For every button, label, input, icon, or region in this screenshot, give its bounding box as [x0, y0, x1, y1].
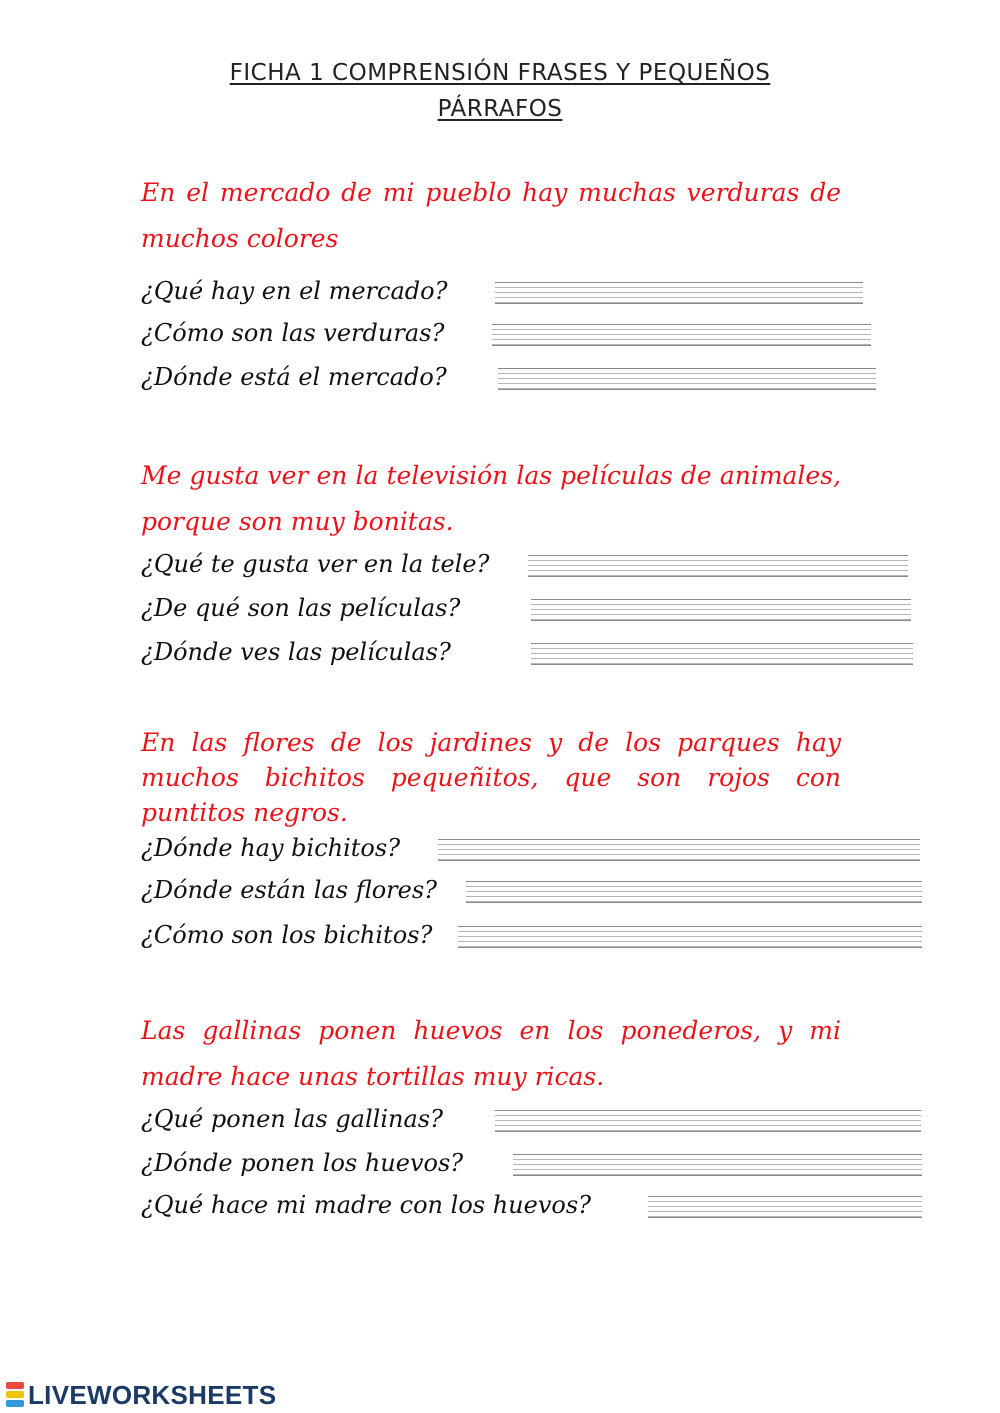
question-4-3: ¿Qué hace mi madre con los huevos? — [141, 1191, 592, 1219]
question-2-1: ¿Qué te gusta ver en la tele? — [141, 550, 490, 578]
answer-line-4-3[interactable] — [648, 1196, 922, 1218]
question-3-3: ¿Cómo son los bichitos? — [141, 921, 433, 949]
question-1-3: ¿Dónde está el mercado? — [141, 363, 447, 391]
reading-paragraph-2: Me gusta ver en la televisión las películas de animales, porque son muy bonitas. — [141, 461, 841, 536]
answer-line-3-1[interactable] — [438, 839, 920, 861]
liveworksheets-logo-icon — [6, 1382, 24, 1408]
answer-line-1-3[interactable] — [498, 368, 876, 390]
answer-line-3-2[interactable] — [466, 881, 922, 903]
worksheet-title-line-2: PÁRRAFOS — [437, 96, 563, 122]
answer-line-1-1[interactable] — [495, 282, 863, 304]
question-2-2: ¿De qué son las películas? — [141, 594, 461, 622]
answer-line-4-2[interactable] — [513, 1154, 922, 1176]
question-4-1: ¿Qué ponen las gallinas? — [141, 1105, 443, 1133]
liveworksheets-logo[interactable] — [6, 1378, 276, 1412]
question-2-3: ¿Dónde ves las películas? — [141, 638, 451, 666]
answer-line-2-1[interactable] — [528, 555, 908, 577]
reading-paragraph-4: Las gallinas ponen huevos en los ponederos, y mi madre hace unas tortillas muy ricas. — [141, 1016, 841, 1091]
answer-line-3-3[interactable] — [458, 926, 922, 948]
question-1-2: ¿Cómo son las verduras? — [141, 319, 445, 347]
liveworksheets-brand-text: LIVEWORKSHEETS — [28, 1379, 277, 1410]
question-1-1: ¿Qué hay en el mercado? — [141, 277, 448, 305]
question-3-1: ¿Dónde hay bichitos? — [141, 834, 401, 862]
answer-line-2-2[interactable] — [531, 599, 911, 621]
answer-line-1-2[interactable] — [492, 324, 871, 346]
reading-paragraph-1: En el mercado de mi pueblo hay muchas verduras de muchos colores — [141, 178, 841, 253]
question-3-2: ¿Dónde están las flores? — [141, 876, 438, 904]
answer-line-2-3[interactable] — [531, 643, 913, 665]
worksheet-title-line-1: FICHA 1 COMPRENSIÓN FRASES Y PEQUEÑOS — [229, 60, 771, 86]
answer-line-4-1[interactable] — [495, 1110, 921, 1132]
question-4-2: ¿Dónde ponen los huevos? — [141, 1149, 464, 1177]
reading-paragraph-3: En las flores de los jardines y de los parques hay muchos bichitos pequeñitos, que son rojos con puntitos negros. — [141, 728, 841, 827]
